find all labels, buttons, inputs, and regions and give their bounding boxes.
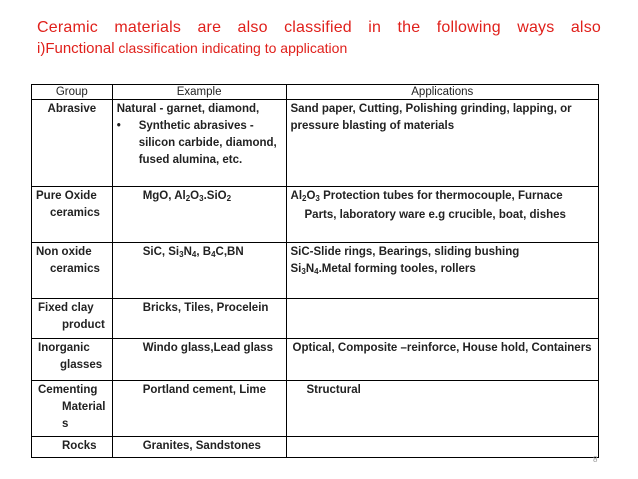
non-ex-s1: 3 (179, 250, 184, 259)
cell-applications: Optical, Composite –reinforce, House hold, Containers (286, 339, 598, 381)
pure-ex-b: O (190, 190, 200, 202)
heading-rest: classification indicating to application (114, 40, 348, 56)
cell-example: Granites, Sandstones (112, 437, 286, 458)
cell-group: Cementing Material s (32, 381, 113, 437)
pure-app-s2: 3 (315, 194, 320, 203)
header-applications: Applications (286, 85, 598, 100)
cell-example (112, 243, 286, 299)
example-synthetic: Synthetic abrasives - silicon carbide, diamond, fused alumina, etc. (138, 120, 277, 166)
pure-ex-a: MgO, Al (142, 190, 186, 202)
pure-ex-s2: 3 (199, 194, 204, 203)
table-row (32, 339, 599, 381)
non-ex-s2: 4 (191, 250, 197, 259)
cell-group: Pure Oxide ceramics (32, 187, 113, 243)
cell-applications (286, 243, 598, 299)
page-number: 8 (593, 455, 598, 464)
pure-ex-s1: 2 (185, 194, 191, 203)
table-row (32, 187, 599, 243)
pure-app-s1: 2 (302, 194, 307, 203)
cell-group: Rocks (32, 437, 113, 458)
table-header-row (32, 85, 599, 100)
cell-applications (286, 299, 598, 339)
cell-group: Abrasive (32, 100, 113, 187)
cell-example: Portland cement, Lime (112, 381, 286, 437)
table-row (32, 100, 599, 187)
non-ex-b: N (183, 246, 192, 258)
non-app2-s2: 4 (314, 267, 319, 276)
cell-group: Non oxide ceramics (32, 243, 113, 299)
cell-group: Fixed clay product (32, 299, 113, 339)
bullet-item (117, 118, 282, 169)
cell-example (112, 100, 286, 187)
pure-app-b: O (306, 190, 316, 202)
non-app2-s1: 3 (301, 267, 306, 276)
pure-app-a: Al (290, 190, 303, 202)
table-row (32, 437, 599, 458)
non-ex-s3: 4 (211, 250, 216, 259)
cell-applications (286, 437, 598, 458)
non-app2-a: Si (290, 263, 302, 275)
example-natural: Natural - garnet, diamond, (116, 103, 260, 115)
cell-applications: Structural (286, 381, 598, 437)
table-row (32, 243, 599, 299)
non-app2-b: N (305, 263, 315, 275)
cell-group: Inorganic glasses (32, 339, 113, 381)
table-row (32, 381, 599, 437)
cell-applications: Sand paper, Cutting, Polishing grinding, lapping, or pressure blasting of materials (286, 100, 598, 187)
pure-ex-c: .SiO (203, 190, 227, 202)
pure-ex-s3: 2 (226, 194, 232, 203)
classification-table (31, 84, 599, 458)
header-example: Example (112, 85, 286, 100)
non-app-line2 (291, 261, 594, 280)
non-app-line1: SiC-Slide rings, Bearings, sliding bushing (290, 246, 520, 258)
non-ex-c: , B (196, 246, 212, 258)
table-row (32, 299, 599, 339)
non-ex-a: SiC, Si (142, 246, 180, 258)
cell-example: Windo glass,Lead glass (112, 339, 286, 381)
bullet-icon: • (116, 120, 121, 132)
cell-example (112, 187, 286, 243)
header-group: Group (32, 85, 113, 100)
cell-applications (286, 187, 598, 243)
non-ex-d: C,BN (215, 246, 244, 258)
pure-app-c: Protection tubes for thermocouple, Furnace Parts, laboratory ware e.g crucible, boat, dishes (304, 190, 566, 221)
cell-example: Bricks, Tiles, Procelein (112, 299, 286, 339)
non-app2-c: .Metal forming tooles, rollers (318, 263, 476, 275)
slide-heading-line2 (37, 40, 347, 57)
heading-functional: i)Functional (37, 40, 115, 57)
slide-heading-line1: Ceramic materials are also classified in the following ways also (37, 19, 601, 36)
